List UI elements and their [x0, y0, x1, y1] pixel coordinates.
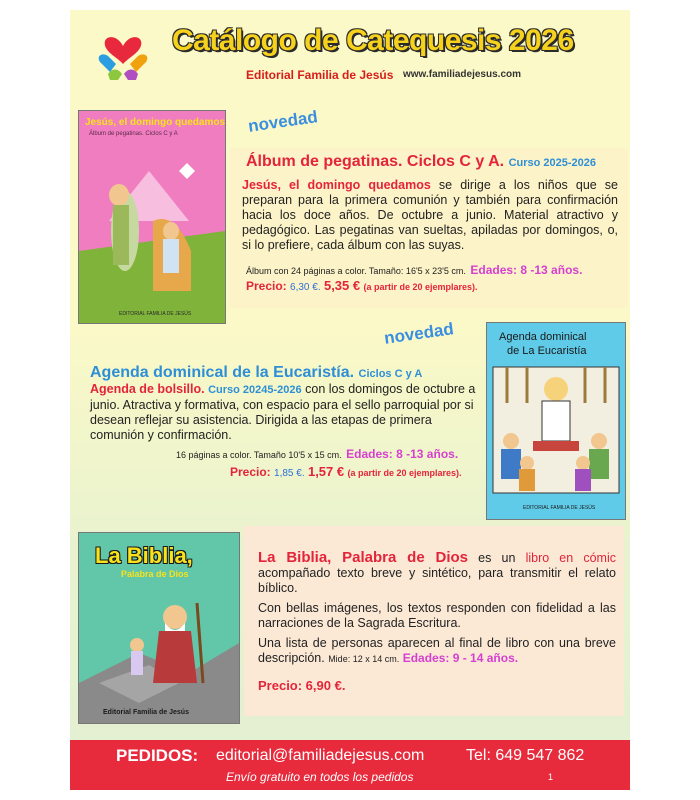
- new-badge: novedad: [382, 319, 455, 348]
- website-link[interactable]: www.familiadejesus.com: [403, 69, 522, 80]
- product1-price-bulk: 5,35 €: [323, 278, 361, 293]
- product3-specs: Mide: 12 x 14 cm.: [328, 654, 400, 664]
- product3-intro1: es un: [478, 551, 516, 565]
- product1-description: [242, 178, 618, 253]
- product1-title: Álbum de pegatinas. Ciclos C y A.: [246, 153, 505, 170]
- heart-hands-logo-icon: [94, 24, 152, 82]
- product2-lead: Agenda de bolsillo.: [90, 382, 205, 396]
- product2-description: [90, 382, 482, 443]
- product2-bulk-note: (a partir de 20 ejemplares).: [347, 468, 462, 478]
- product1-cover-title: Jesús, el domingo quedamos: [85, 117, 226, 128]
- product3-heading: La Biblia, Palabra de Dios: [258, 549, 469, 566]
- sticker-album-illustration: [79, 111, 225, 323]
- product1-heading: [246, 153, 596, 171]
- product3-description: [258, 550, 616, 672]
- product2-price-unit: 1,85 €.: [274, 468, 305, 479]
- product2-title: Agenda dominical de la Eucaristía.: [90, 364, 355, 381]
- product2-cycles: Ciclos C y A: [358, 368, 423, 380]
- orders-footer: [70, 740, 630, 790]
- product1-ages: Edades: 8 -13 años.: [470, 263, 583, 277]
- product2-price-label: Precio:: [230, 465, 271, 479]
- new-badge: novedad: [246, 107, 319, 136]
- product3-ages: Edades: 9 - 14 años.: [402, 651, 519, 665]
- product2-price-line: [230, 464, 462, 479]
- product2-cover-image[interactable]: [486, 322, 626, 520]
- product2-heading: [90, 364, 422, 382]
- product1-price-label: Precio:: [246, 279, 287, 293]
- product1-price-line: [246, 278, 478, 293]
- product1-specs: Álbum con 24 páginas a color. Tamaño: 16'5 x 23'5 cm.: [246, 266, 466, 276]
- product3-cover-image[interactable]: [78, 532, 240, 724]
- product2-cover-title-line1: Agenda dominical: [499, 331, 587, 343]
- product2-cover-footer: EDITORIAL FAMILIA DE JESÚS: [523, 505, 596, 511]
- product3-cover-footer: Editorial Familia de Jesús: [103, 709, 189, 716]
- product1-description-text: se dirige a los niños que se preparan para la primera comunión y también para confirmación hacia los doce años. De octubre a junio. Material atractivo y pedagógico. Las pegatinas van sueltas, apiladas por domingos, o, si lo prefiere, cada álbum con las suyas.: [242, 178, 618, 252]
- product2-cover-title-line2: de La Eucaristía: [507, 345, 587, 357]
- catalog-title: Catálogo de Catequesis 2026: [172, 24, 574, 57]
- product2-price-bulk: 1,57 €: [307, 464, 345, 479]
- product1-bulk-note: (a partir de 20 ejemplares).: [363, 282, 478, 292]
- orders-phone[interactable]: Tel: 649 547 862: [466, 747, 585, 764]
- product3-cover-subtitle: Palabra de Dios: [121, 569, 189, 579]
- product2-specs: 16 páginas a color. Tamaño 10'5 x 15 cm.: [176, 450, 342, 460]
- product1-lead: Jesús, el domingo quedamos: [242, 178, 431, 192]
- catalog-sheet: [70, 10, 630, 790]
- product2-description-text: con los domingos de octubre a junio. Atractiva y formativa, con espacio para el sello parroquial por si desean reflejar su asistencia. Dirigida a las etapas de primera comunión y confirmación.: [90, 382, 476, 442]
- product3-cover-title: La Biblia,: [95, 543, 193, 568]
- product1-cover-footer: EDITORIAL FAMILIA DE JESÚS: [119, 311, 192, 317]
- product1-cover-subtitle: Álbum de pegatinas. Ciclos C y A: [89, 131, 178, 137]
- product3-price: Precio: 6,90 €.: [258, 678, 346, 693]
- product3-paragraph3: Una lista de personas aparecen al final de libro con una breve descripción.: [258, 636, 616, 665]
- product3-highlight: libro en cómic: [525, 551, 616, 565]
- page-number: 1: [548, 772, 554, 782]
- product2-specs-line: [176, 445, 458, 463]
- product2-ages: Edades: 8 -13 años.: [346, 447, 459, 461]
- free-shipping-note: Envío gratuito en todos los pedidos: [226, 770, 414, 784]
- product3-paragraph2: Con bellas imágenes, los textos responden con fidelidad a las narraciones de la Sagrada Escritura.: [258, 601, 616, 630]
- product1-course: Curso 2025-2026: [508, 157, 597, 169]
- product1-specs-line: [246, 261, 582, 279]
- orders-email-link[interactable]: editorial@familiadejesus.com: [216, 747, 425, 764]
- publisher-name: Editorial Familia de Jesús: [246, 68, 394, 82]
- product1-price-unit: 6,30 €.: [290, 282, 321, 293]
- product2-course: Curso 20245-2026: [208, 384, 302, 396]
- product1-cover-image[interactable]: [78, 110, 226, 324]
- product3-intro2: acompañado texto breve y sintético, para transmitir el relato bíblico.: [258, 566, 616, 595]
- orders-label: PEDIDOS:: [116, 746, 199, 765]
